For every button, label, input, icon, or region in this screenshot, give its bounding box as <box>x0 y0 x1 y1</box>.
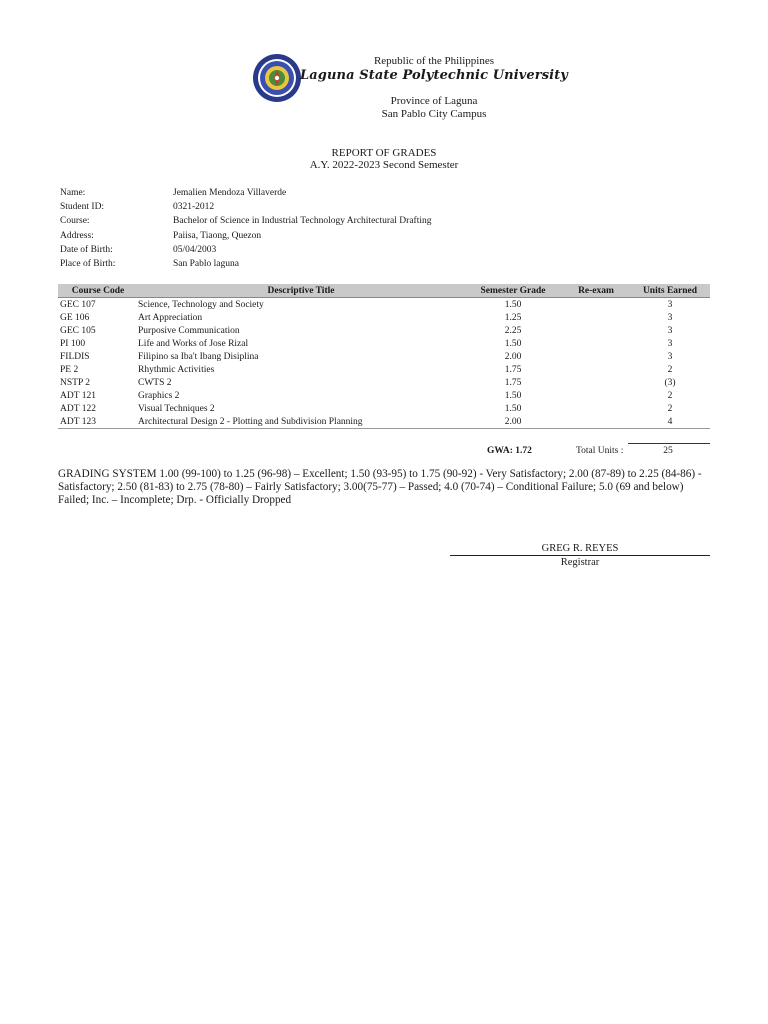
semester-grade-cell: 1.50 <box>504 403 522 414</box>
descriptive-title-cell: Visual Techniques 2 <box>138 403 215 414</box>
descriptive-title-cell: Filipino sa Iba't Ibang Disiplina <box>138 351 259 362</box>
info-label: Place of Birth: <box>60 259 116 270</box>
re-exam-cell <box>562 402 630 415</box>
province-heading: Province of Laguna <box>390 95 478 107</box>
student-place-of-birth: San Pablo laguna <box>173 259 239 270</box>
student-date-of-birth: 05/04/2003 <box>173 244 217 255</box>
student-id: 0321-2012 <box>173 202 215 213</box>
table-row <box>58 376 710 389</box>
course-code-cell: ADT 122 <box>60 403 96 414</box>
semester-grade-cell: 1.50 <box>504 299 522 310</box>
descriptive-title-cell: Art Appreciation <box>138 312 203 323</box>
units-earned-cell: 3 <box>667 325 673 336</box>
university-seal-icon <box>252 53 302 103</box>
course-code-cell: GE 106 <box>60 312 90 323</box>
re-exam-cell <box>562 350 630 363</box>
units-earned-cell: 3 <box>667 338 673 349</box>
semester-grade-cell: 1.25 <box>504 312 522 323</box>
info-row-name <box>60 186 700 200</box>
semester-grade-cell: 2.00 <box>504 351 522 362</box>
semester-grade-cell: 1.75 <box>504 377 522 388</box>
units-earned-cell: 4 <box>630 415 710 429</box>
university-name: Laguna State Polytechnic University <box>300 68 568 83</box>
info-label: Address: <box>60 230 94 241</box>
table-row <box>58 324 710 337</box>
course-code-cell: GEC 107 <box>60 299 96 310</box>
units-earned-cell: 3 <box>667 299 673 310</box>
semester-grade-cell: 2.00 <box>464 415 562 429</box>
table-row <box>58 402 710 415</box>
student-address: Paiisa, Tiaong, Quezon <box>173 230 262 241</box>
table-header-row <box>58 284 710 298</box>
report-title: REPORT OF GRADES <box>331 147 437 159</box>
semester-grade-cell: 1.50 <box>504 338 522 349</box>
course-code-cell: GEC 105 <box>60 325 96 336</box>
re-exam-cell <box>562 389 630 402</box>
re-exam-cell <box>562 337 630 350</box>
units-earned-cell: 3 <box>667 351 673 362</box>
column-header-descriptive-title: Descriptive Title <box>138 284 464 298</box>
republic-heading: Republic of the Philippines <box>373 55 495 67</box>
total-units-label: Total Units : <box>576 446 624 456</box>
column-header-units-earned: Units Earned <box>630 284 710 298</box>
re-exam-cell <box>562 298 630 312</box>
info-label: Name: <box>60 188 86 199</box>
semester-grade-cell: 2.25 <box>504 325 522 336</box>
descriptive-title-cell: Life and Works of Jose Rizal <box>138 338 249 349</box>
student-name: Jemalien Mendoza Villaverde <box>173 188 287 199</box>
total-units-value: 25 <box>663 446 673 456</box>
info-row-date-of-birth <box>60 243 700 257</box>
info-row-address <box>60 229 700 243</box>
course-code-cell: NSTP 2 <box>60 377 91 388</box>
signature-line <box>450 555 710 556</box>
student-course: Bachelor of Science in Industrial Technology Architectural Drafting <box>173 216 432 227</box>
descriptive-title-cell: Purposive Communication <box>138 325 240 336</box>
descriptive-title-cell: Rhythmic Activities <box>138 364 215 375</box>
units-earned-cell: 2 <box>667 403 673 414</box>
units-earned-cell: 3 <box>667 312 673 323</box>
table-row <box>58 389 710 402</box>
course-code-cell: PE 2 <box>60 364 79 375</box>
units-earned-cell: (3) <box>664 377 676 388</box>
info-label: Course: <box>60 216 90 227</box>
column-header-re-exam: Re-exam <box>562 284 630 298</box>
course-code-cell: FILDIS <box>60 351 90 362</box>
total-units-divider <box>628 443 710 444</box>
registrar-title: Registrar <box>560 557 600 568</box>
table-row <box>58 298 710 312</box>
gwa-value: GWA: 1.72 <box>487 446 532 456</box>
descriptive-title-cell: Graphics 2 <box>138 390 180 401</box>
descriptive-title-cell: CWTS 2 <box>138 377 172 388</box>
course-code-cell: ADT 121 <box>60 390 96 401</box>
registrar-name: GREG R. REYES <box>541 543 619 554</box>
grades-table <box>58 284 710 429</box>
semester-grade-cell: 1.75 <box>504 364 522 375</box>
info-row-course <box>60 214 700 228</box>
units-earned-cell: 2 <box>667 390 673 401</box>
course-code-cell: ADT 123 <box>58 415 138 429</box>
descriptive-title-cell: Science, Technology and Society <box>138 299 264 310</box>
info-label: Date of Birth: <box>60 244 113 255</box>
academic-year: A.Y. 2022-2023 Second Semester <box>309 159 459 171</box>
column-header-course-code: Course Code <box>58 284 138 298</box>
semester-grade-cell: 1.50 <box>504 390 522 401</box>
table-row <box>58 350 710 363</box>
re-exam-cell <box>562 311 630 324</box>
student-info <box>60 186 700 271</box>
re-exam-cell <box>562 376 630 389</box>
re-exam-cell <box>562 324 630 337</box>
info-label: Student ID: <box>60 202 105 213</box>
table-row <box>58 337 710 350</box>
descriptive-title-cell: Architectural Design 2 - Plotting and Subdivision Planning <box>138 415 464 429</box>
column-header-semester-grade: Semester Grade <box>464 284 562 298</box>
table-row <box>58 415 710 429</box>
campus-heading: San Pablo City Campus <box>381 108 487 120</box>
re-exam-cell <box>562 363 630 376</box>
table-row <box>58 363 710 376</box>
units-earned-cell: 2 <box>667 364 673 375</box>
info-row-student-id <box>60 200 700 214</box>
table-row <box>58 311 710 324</box>
course-code-cell: PI 100 <box>60 338 86 349</box>
info-row-place-of-birth <box>60 257 700 271</box>
grading-system-note: GRADING SYSTEM 1.00 (99-100) to 1.25 (96-98) – Excellent; 1.50 (93-95) to 1.75 (90-92) - Very Satisfactory; 2.00 (87-89) to 2.25 (84-86) - Satisfactory; 2.50 (81-83) to 2.75 (78-80) – Fairly Satisfactory; 3.00(75-77) – Passed; 4.0 (70-74) – Conditional Failure; 5.0 (69 and below) Failed; Inc. – Incomplete; Drp. - Officially Dropped <box>58 468 702 506</box>
re-exam-cell <box>562 415 630 429</box>
